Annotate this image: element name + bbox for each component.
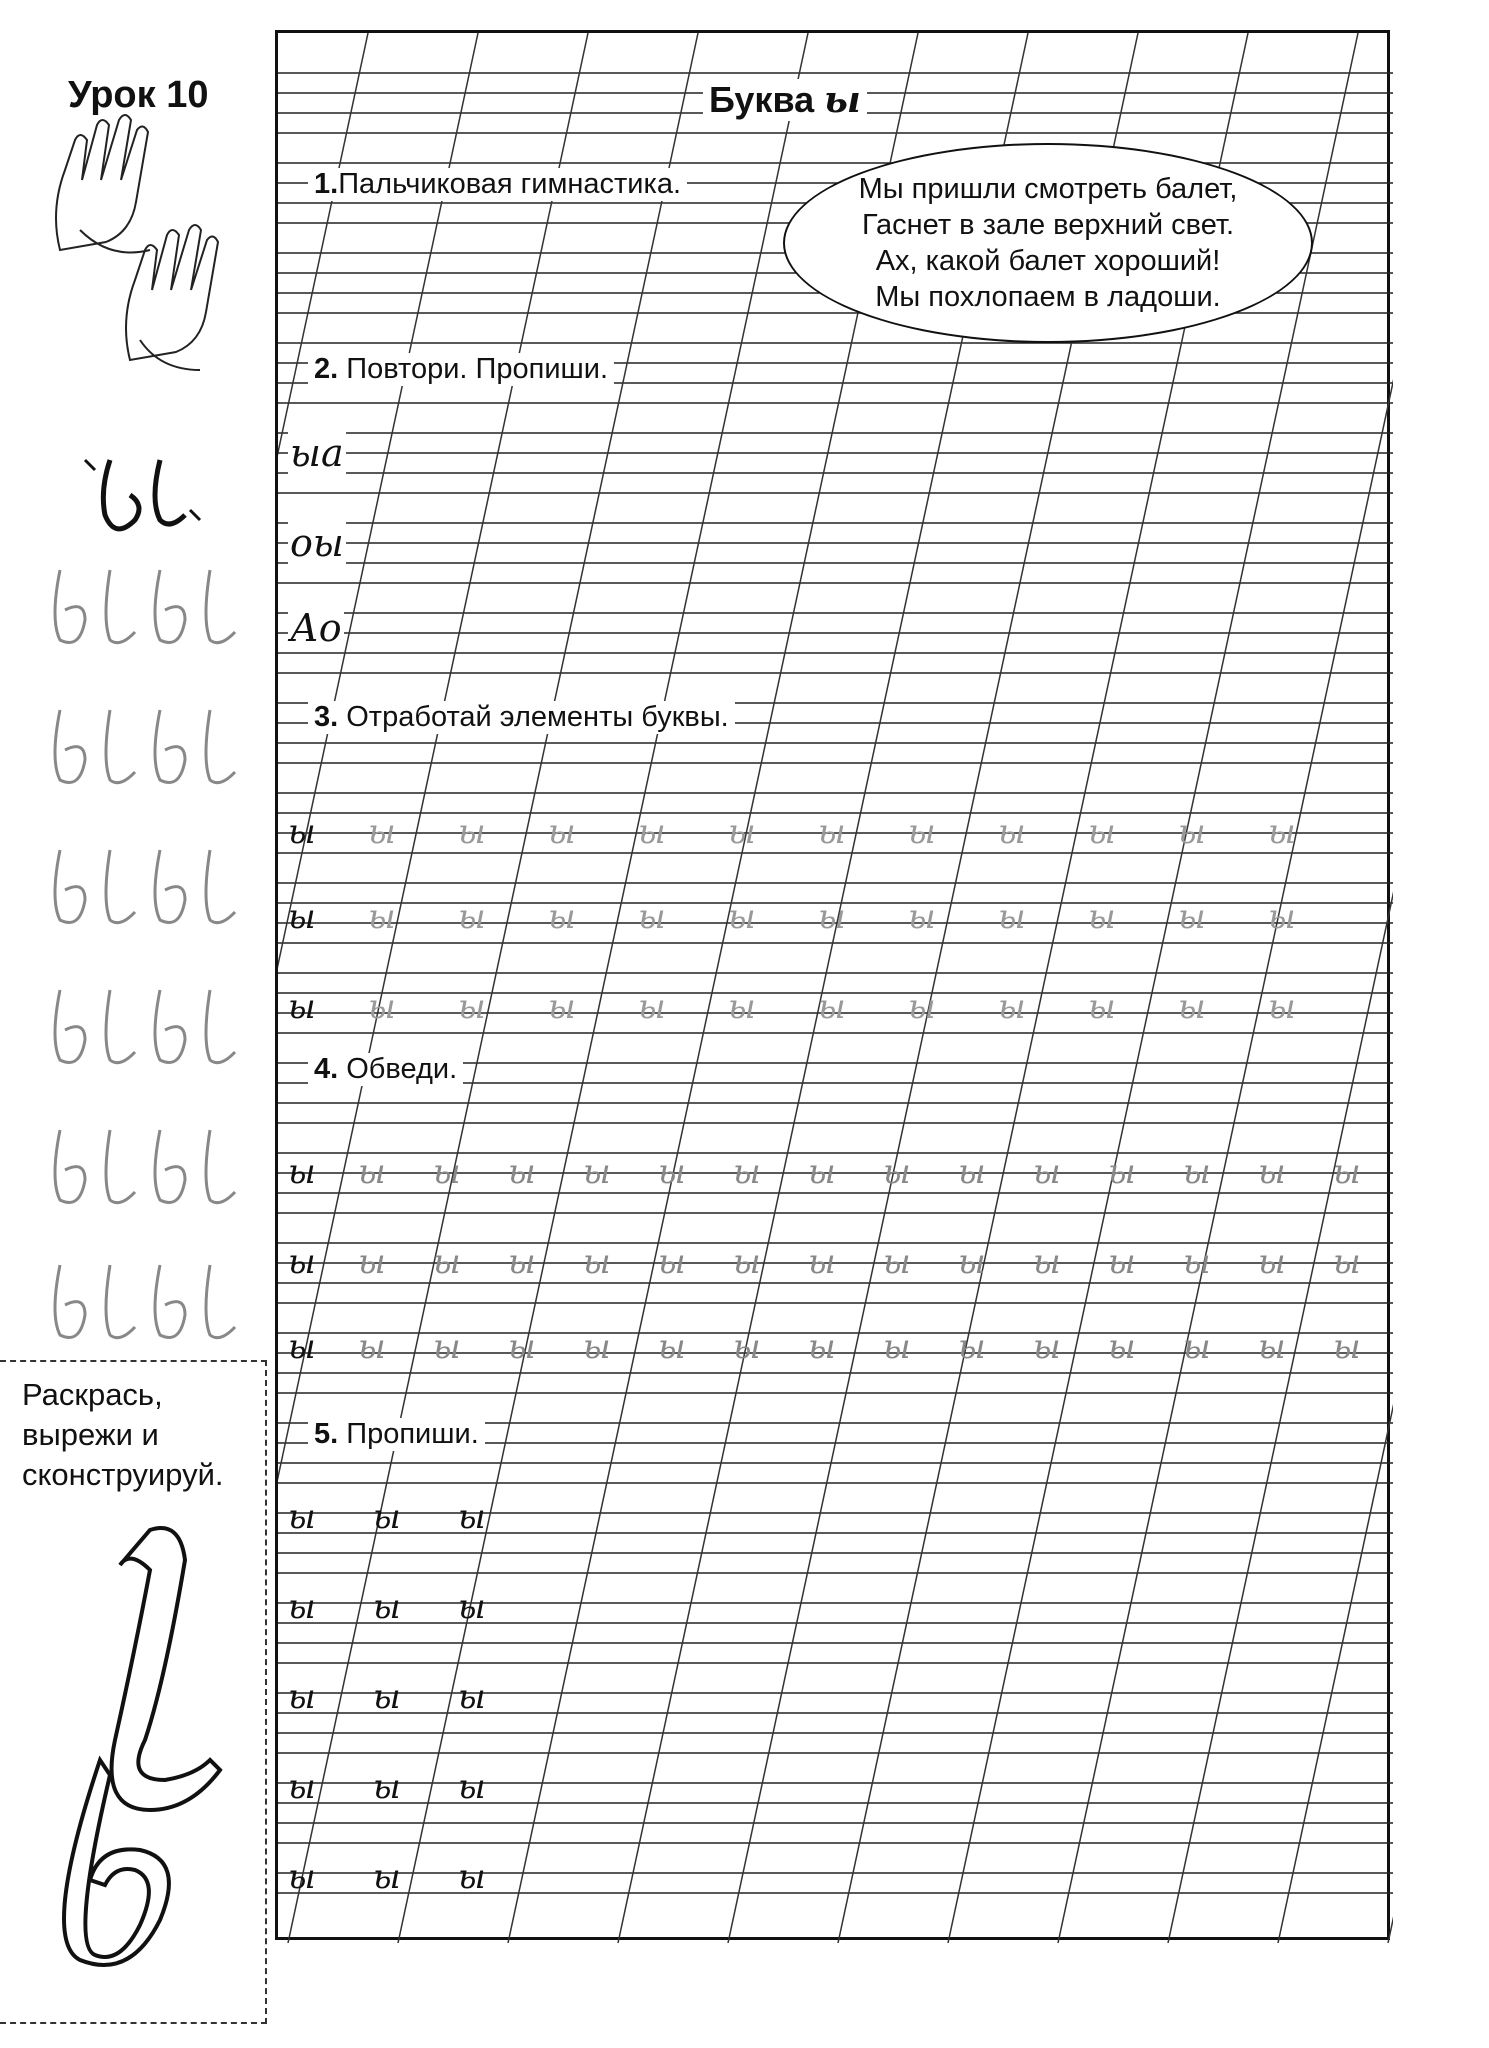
task-2-number: 2. xyxy=(314,353,339,385)
svg-text:ы: ы xyxy=(808,1242,836,1282)
svg-text:ы: ы xyxy=(1258,1242,1286,1282)
svg-text:ы: ы xyxy=(583,1152,611,1192)
svg-text:ы: ы xyxy=(288,897,316,937)
svg-text:ы: ы xyxy=(288,812,316,852)
svg-text:ы: ы xyxy=(1033,1242,1061,1282)
cut-out-instructions: Раскрась, вырежи и сконструируй. xyxy=(22,1377,224,1492)
letter-rows xyxy=(288,812,1361,1897)
poem-bubble xyxy=(783,143,1313,343)
svg-text:ы: ы xyxy=(458,812,486,852)
task-1-number: 1. xyxy=(314,168,339,200)
task-5-text: Пропиши. xyxy=(338,1418,479,1450)
lesson-title: Урок 10 xyxy=(68,74,209,116)
svg-text:ы: ы xyxy=(883,1152,911,1192)
svg-text:ы: ы xyxy=(728,987,756,1027)
poem-line: Ах, какой балет хороший! xyxy=(875,245,1221,277)
cutout-letter-icon xyxy=(30,1520,230,1980)
svg-text:ы: ы xyxy=(288,1587,316,1627)
svg-text:ы: ы xyxy=(548,897,576,937)
svg-text:ы: ы xyxy=(728,812,756,852)
svg-text:ы: ы xyxy=(1268,897,1296,937)
svg-text:ы: ы xyxy=(288,1327,316,1367)
svg-text:ы: ы xyxy=(368,812,396,852)
svg-text:ы: ы xyxy=(358,1242,386,1282)
svg-text:ы: ы xyxy=(818,897,846,937)
svg-text:ы: ы xyxy=(1108,1242,1136,1282)
task-3 xyxy=(308,701,735,734)
svg-text:ы: ы xyxy=(808,1327,836,1367)
svg-text:ы: ы xyxy=(998,812,1026,852)
svg-text:ы: ы xyxy=(288,1242,316,1282)
task-2-text: Повтори. Пропиши. xyxy=(338,353,609,385)
poem-line: Мы пришли смотреть балет, xyxy=(858,173,1238,205)
worksheet xyxy=(275,30,1390,1940)
letter-heading-letter: ы xyxy=(824,79,861,121)
svg-text:ы: ы xyxy=(1088,897,1116,937)
svg-text:ы: ы xyxy=(908,897,936,937)
svg-text:ы: ы xyxy=(288,1857,316,1897)
svg-text:ы: ы xyxy=(368,987,396,1027)
svg-text:ы: ы xyxy=(1088,812,1116,852)
svg-text:ы: ы xyxy=(458,987,486,1027)
sidebar-illustrations xyxy=(0,0,270,1360)
svg-text:ы: ы xyxy=(433,1327,461,1367)
svg-text:ы: ы xyxy=(958,1327,986,1367)
svg-text:ы: ы xyxy=(508,1327,536,1367)
svg-text:ы: ы xyxy=(288,987,316,1027)
task-3-text: Отработай элементы буквы. xyxy=(338,701,729,733)
task-2 xyxy=(308,353,614,386)
svg-text:ы: ы xyxy=(958,1242,986,1282)
task-5-number: 5. xyxy=(314,1418,339,1450)
task-4 xyxy=(308,1053,463,1086)
svg-text:ы: ы xyxy=(908,987,936,1027)
letter-heading xyxy=(703,79,867,121)
letter-stroke-order-icon xyxy=(85,460,200,529)
svg-text:ы: ы xyxy=(658,1152,686,1192)
svg-text:ы: ы xyxy=(883,1327,911,1367)
svg-text:ы: ы xyxy=(508,1242,536,1282)
svg-text:ы: ы xyxy=(288,1152,316,1192)
svg-text:ы: ы xyxy=(358,1152,386,1192)
svg-text:ы: ы xyxy=(1333,1327,1361,1367)
syllable-2: оы xyxy=(290,521,344,565)
svg-text:ы: ы xyxy=(1033,1152,1061,1192)
task-4-text: Обведи. xyxy=(338,1053,458,1085)
svg-text:ы: ы xyxy=(1178,987,1206,1027)
svg-text:ы: ы xyxy=(1108,1327,1136,1367)
svg-text:ы: ы xyxy=(458,1677,486,1717)
svg-text:ы: ы xyxy=(818,987,846,1027)
svg-text:ы: ы xyxy=(1258,1152,1286,1192)
svg-text:ы: ы xyxy=(638,987,666,1027)
svg-text:ы: ы xyxy=(728,897,756,937)
poem-line: Мы похлопаем в ладоши. xyxy=(875,281,1221,313)
syllable-1: ыа xyxy=(290,431,344,475)
svg-text:ы: ы xyxy=(658,1242,686,1282)
svg-text:ы: ы xyxy=(433,1152,461,1192)
svg-text:ы: ы xyxy=(1178,812,1206,852)
task-4-number: 4. xyxy=(314,1053,339,1085)
svg-text:ы: ы xyxy=(373,1587,401,1627)
svg-text:ы: ы xyxy=(998,987,1026,1027)
svg-text:ы: ы xyxy=(458,897,486,937)
task-1 xyxy=(308,168,687,201)
svg-text:ы: ы xyxy=(358,1327,386,1367)
svg-text:ы: ы xyxy=(373,1497,401,1537)
svg-text:ы: ы xyxy=(373,1857,401,1897)
svg-text:ы: ы xyxy=(818,812,846,852)
svg-text:ы: ы xyxy=(1268,987,1296,1027)
svg-text:ы: ы xyxy=(368,897,396,937)
svg-text:ы: ы xyxy=(808,1152,836,1192)
svg-text:ы: ы xyxy=(1178,897,1206,937)
svg-text:ы: ы xyxy=(658,1327,686,1367)
svg-text:ы: ы xyxy=(548,987,576,1027)
svg-text:ы: ы xyxy=(458,1497,486,1537)
svg-text:ы: ы xyxy=(583,1242,611,1282)
svg-text:ы: ы xyxy=(958,1152,986,1192)
svg-text:ы: ы xyxy=(638,812,666,852)
svg-text:ы: ы xyxy=(433,1242,461,1282)
svg-text:ы: ы xyxy=(373,1677,401,1717)
svg-text:ы: ы xyxy=(1183,1152,1211,1192)
svg-text:ы: ы xyxy=(908,812,936,852)
outlined-letter-samples xyxy=(55,570,235,1338)
svg-text:ы: ы xyxy=(508,1152,536,1192)
svg-text:ы: ы xyxy=(1268,812,1296,852)
svg-text:ы: ы xyxy=(583,1327,611,1367)
svg-text:ы: ы xyxy=(733,1327,761,1367)
svg-text:ы: ы xyxy=(288,1677,316,1717)
task-3-number: 3. xyxy=(314,701,339,733)
svg-text:ы: ы xyxy=(638,897,666,937)
svg-text:ы: ы xyxy=(1033,1327,1061,1367)
letter-heading-prefix: Буква xyxy=(709,79,815,120)
svg-text:ы: ы xyxy=(733,1152,761,1192)
clapping-hands-icon xyxy=(56,115,218,370)
svg-text:ы: ы xyxy=(883,1242,911,1282)
svg-text:ы: ы xyxy=(373,1767,401,1807)
svg-text:ы: ы xyxy=(1108,1152,1136,1192)
svg-text:ы: ы xyxy=(548,812,576,852)
ruled-lines xyxy=(278,33,1393,1943)
svg-text:ы: ы xyxy=(288,1767,316,1807)
syllable-3: Ао xyxy=(290,606,342,650)
svg-text:ы: ы xyxy=(733,1242,761,1282)
svg-text:ы: ы xyxy=(288,1497,316,1537)
svg-text:ы: ы xyxy=(1183,1327,1211,1367)
task-1-text: Пальчиковая гимнастика. xyxy=(338,168,682,200)
svg-text:ы: ы xyxy=(998,897,1026,937)
svg-text:ы: ы xyxy=(458,1767,486,1807)
svg-text:ы: ы xyxy=(1333,1152,1361,1192)
svg-text:ы: ы xyxy=(1088,987,1116,1027)
task-5 xyxy=(308,1418,485,1451)
poem-line: Гаснет в зале верхний свет. xyxy=(861,209,1235,241)
svg-text:ы: ы xyxy=(458,1587,486,1627)
svg-text:ы: ы xyxy=(1183,1242,1211,1282)
svg-text:ы: ы xyxy=(1258,1327,1286,1367)
svg-text:ы: ы xyxy=(458,1857,486,1897)
svg-text:ы: ы xyxy=(1333,1242,1361,1282)
